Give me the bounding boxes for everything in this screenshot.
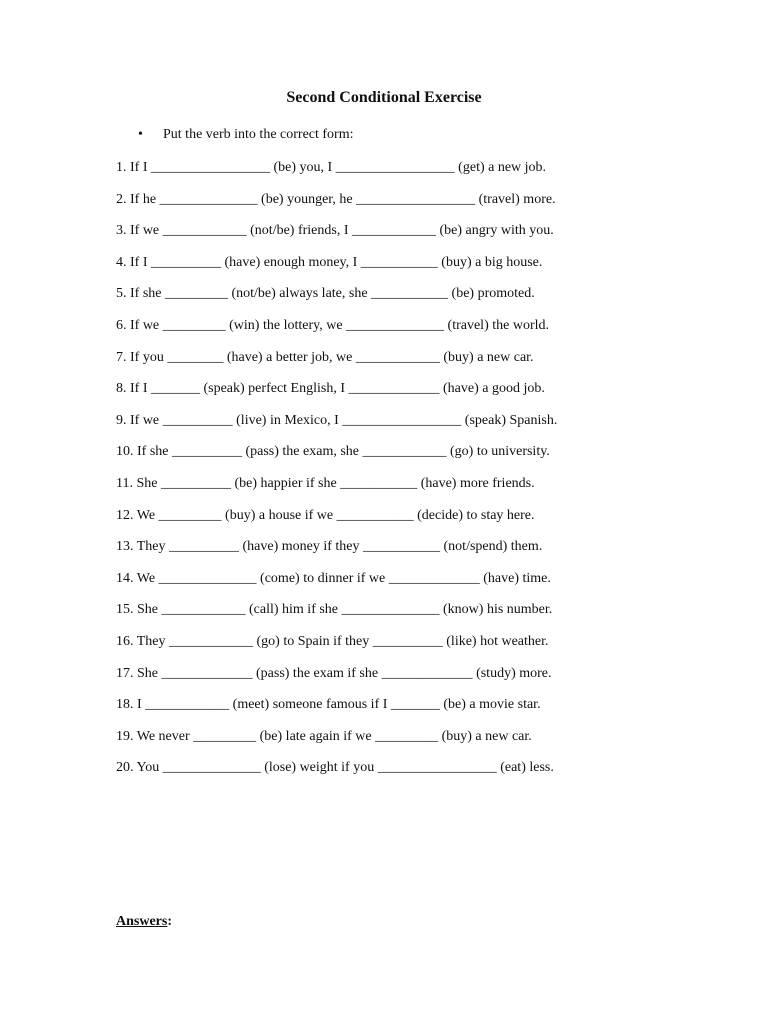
exercise-item-6: 6. If we _________ (win) the lottery, we ______________ (travel) the world. — [116, 317, 549, 333]
exercise-item-14: 14. We ______________ (come) to dinner if we _____________ (have) time. — [116, 570, 551, 586]
answers-colon: : — [167, 914, 173, 929]
exercise-list — [116, 158, 557, 790]
exercise-item-4: 4. If I __________ (have) enough money, I ___________ (buy) a big house. — [116, 254, 543, 270]
answers-heading — [116, 913, 172, 931]
bullet-icon: • — [138, 127, 143, 142]
exercise-item-17: 17. She _____________ (pass) the exam if she _____________ (study) more. — [116, 665, 552, 681]
exercise-item-9: 9. If we __________ (live) in Mexico, I _________________ (speak) Spanish. — [116, 412, 558, 428]
exercise-item-7: 7. If you ________ (have) a better job, we ____________ (buy) a new car. — [116, 349, 534, 365]
exercise-item-18: 18. I ____________ (meet) someone famous if I _______ (be) a movie star. — [116, 697, 541, 713]
exercise-item-11: 11. She __________ (be) happier if she ___________ (have) more friends. — [116, 475, 535, 491]
exercise-item-15: 15. She ____________ (call) him if she ______________ (know) his number. — [116, 602, 553, 618]
exercise-item-1: 1. If I _________________ (be) you, I _________________ (get) a new job. — [116, 160, 547, 175]
answers-label: Answers — [116, 914, 168, 929]
exercise-item-16: 16. They ____________ (go) to Spain if they __________ (like) hot weather. — [116, 633, 549, 649]
exercise-item-3: 3. If we ____________ (not/be) friends, I ____________ (be) angry with you. — [116, 223, 554, 239]
exercise-item-2: 2. If he ______________ (be) younger, he _________________ (travel) more. — [116, 191, 556, 207]
exercise-item-12: 12. We _________ (buy) a house if we ___________ (decide) to stay here. — [116, 507, 535, 523]
exercise-item-8: 8. If I _______ (speak) perfect English, I _____________ (have) a good job. — [116, 381, 545, 397]
page-title: Second Conditional Exercise — [286, 89, 482, 106]
exercise-item-5: 5. If she _________ (not/be) always late, she ___________ (be) promoted. — [116, 286, 535, 302]
exercise-item-20: 20. You ______________ (lose) weight if you _________________ (eat) less. — [116, 760, 554, 776]
instruction — [138, 126, 354, 144]
instruction-text: Put the verb into the correct form: — [163, 127, 354, 142]
exercise-item-13: 13. They __________ (have) money if they ___________ (not/spend) them. — [116, 539, 543, 555]
exercise-item-10: 10. If she __________ (pass) the exam, she ____________ (go) to university. — [116, 444, 550, 460]
exercise-item-19: 19. We never _________ (be) late again if we _________ (buy) a new car. — [116, 728, 532, 744]
